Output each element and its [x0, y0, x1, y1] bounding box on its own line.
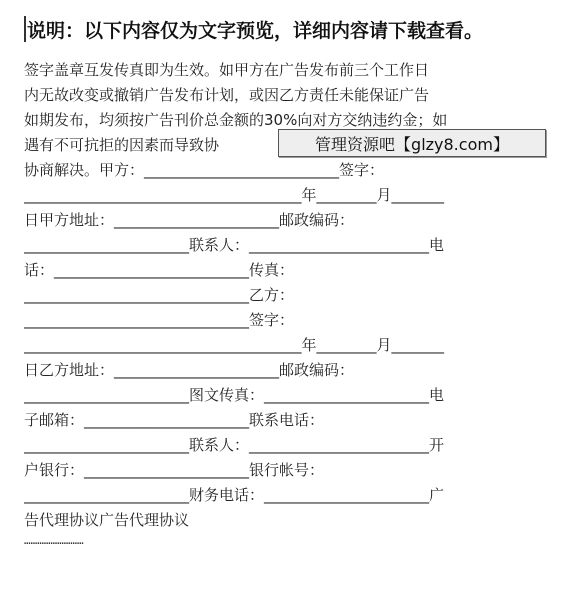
document-line: 遇有不可抗拒的因素而导致协 [24, 136, 220, 154]
document-line: 日乙方地址：______________________邮政编码： [24, 361, 355, 379]
document-line: _____________________________________年________月_______ [24, 186, 445, 204]
document-line: 如期发布，均须按广告刊价总金额的30%向对方交纳违约金；如 [24, 111, 448, 129]
truncation-ellipsis: ……………………… [24, 534, 84, 547]
preview-notice-text: 说明：以下内容仅为文字预览，详细内容请下载查看。 [27, 19, 484, 42]
document-line: ______________________联系人：________________________电 [24, 236, 445, 254]
watermark-banner: 管理资源吧【glzy8.com】 [278, 129, 546, 157]
document-line: ______________________联系人：________________________开 [24, 436, 445, 454]
document-line: 告代理协议广告代理协议 [24, 511, 190, 529]
document-line: 签字盖章互发传真即为生效。如甲方在广告发布前三个工作日 [24, 61, 430, 79]
document-line: 内无故改变或撤销广告发布计划，或因乙方责任未能保证广告 [24, 86, 430, 104]
document-line: 户银行：______________________银行帐号： [24, 461, 325, 479]
document-line: 协商解决。甲方：__________________________签字： [24, 161, 385, 179]
document-line: _____________________________________年________月_______ [24, 336, 445, 354]
text-cursor [24, 16, 26, 42]
document-line: ______________________财务电话：______________________广 [24, 486, 445, 504]
document-line: 日甲方地址：______________________邮政编码： [24, 211, 355, 229]
document-line: ______________________________乙方： [24, 286, 295, 304]
preview-notice [24, 14, 483, 44]
document-line: ______________________图文传真：______________________电 [24, 386, 445, 404]
document-line: 话：__________________________传真： [24, 261, 295, 279]
document-line: 子邮箱：______________________联系电话： [24, 411, 325, 429]
document-line: ______________________________签字： [24, 311, 295, 329]
